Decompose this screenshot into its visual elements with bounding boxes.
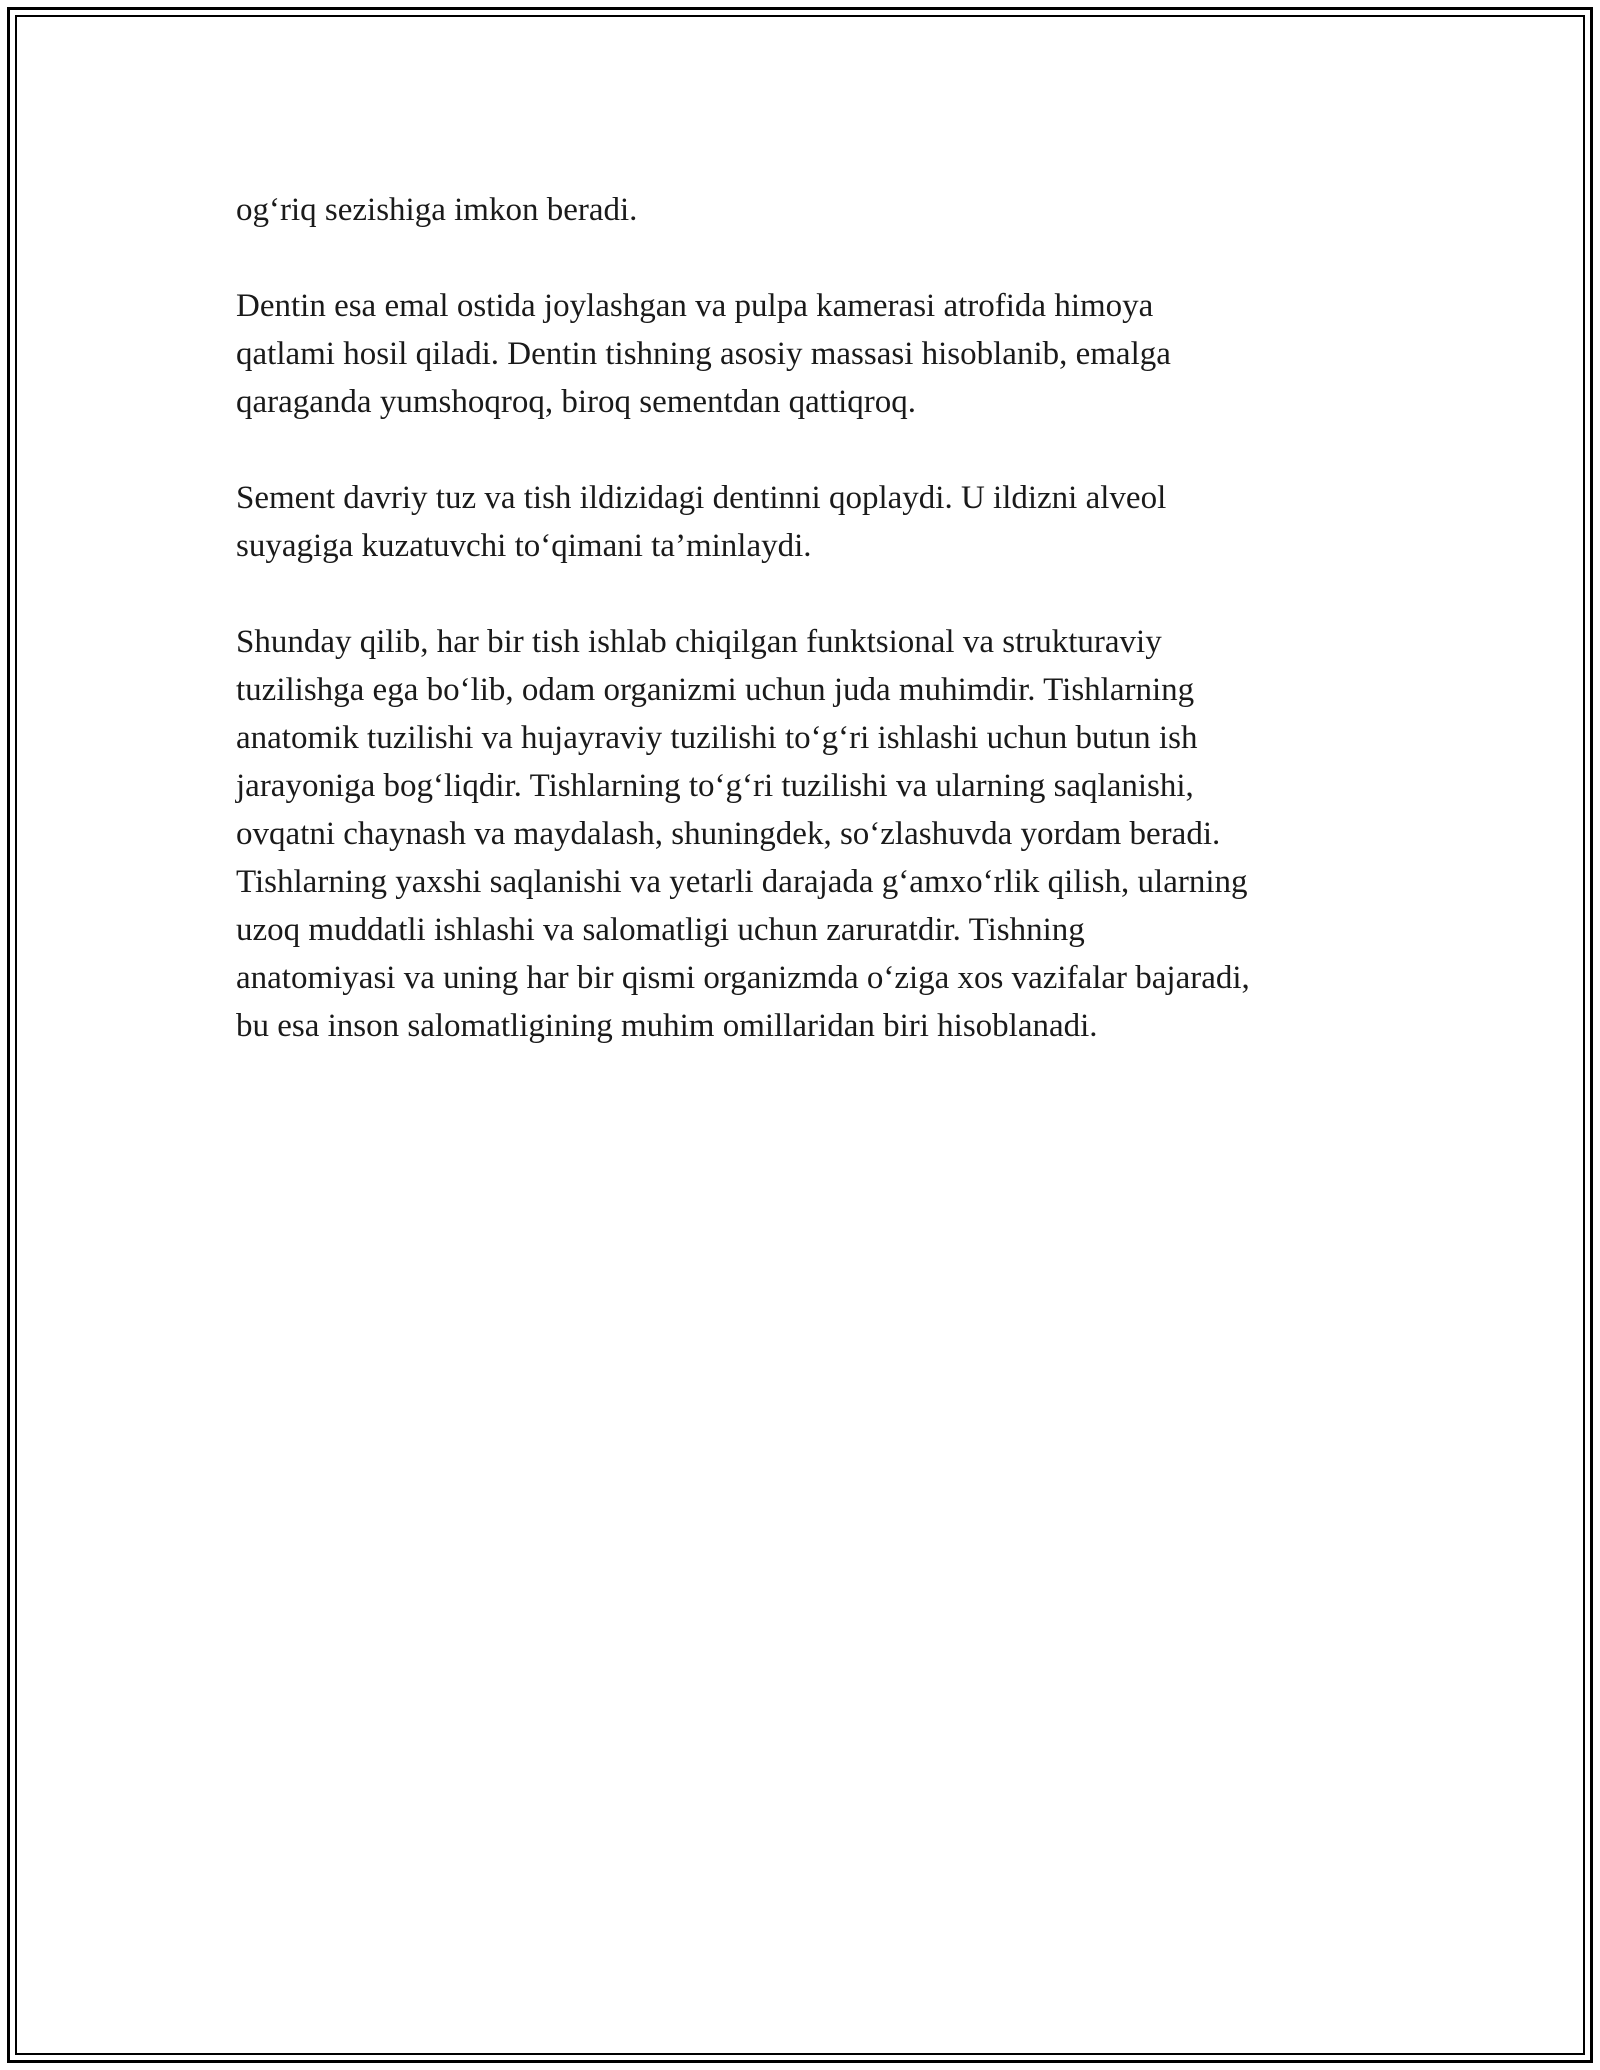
paragraph-dentin: Dentin esa emal ostida joylashgan va pulpa kamerasi atrofida himoya qatlami hosil qiladi. Dentin tishning asosiy massasi hisoblanib, emalga qaraganda yumshoqroq, biroq sementdan qattiqroq.: [236, 288, 1171, 420]
paragraph-conclusion: Shunday qilib, har bir tish ishlab chiqilgan funktsional va strukturaviy tuzilishga ega bo‘lib, odam organizmi uchun juda muhimdir. Tishlarning anatomik tuzilishi va hujayraviy tuzilishi to‘g‘ri ishlashi uchun butun ish jarayoniga bog‘liqdir. Tishlarning to‘g‘ri tuzilishi va ularning saqlanishi, ovqatni chaynash va maydalash, shuningdek, so‘zlashuvda yordam beradi. Tishlarning yaxshi saqlanishi va yetarli darajada g‘amxo‘rlik qilish, ularning uzoq muddatli ishlashi va salomatligi uchun zaruratdir. Tishning anatomiyasi va uning har bir qismi organizmda o‘ziga xos vazifalar bajaradi, bu esa inson salomatligining muhim omillaridan biri hisoblanadi.: [236, 624, 1250, 1044]
paragraph-cement: Sement davriy tuz va tish ildizidagi dentinni qoplaydi. U ildizni alveol suyagiga kuzatuvchi to‘qimani ta’minlaydi.: [236, 480, 1167, 564]
paragraph-pain-sensation: og‘riq sezishiga imkon beradi.: [236, 192, 638, 228]
page-body: [236, 186, 1376, 1050]
